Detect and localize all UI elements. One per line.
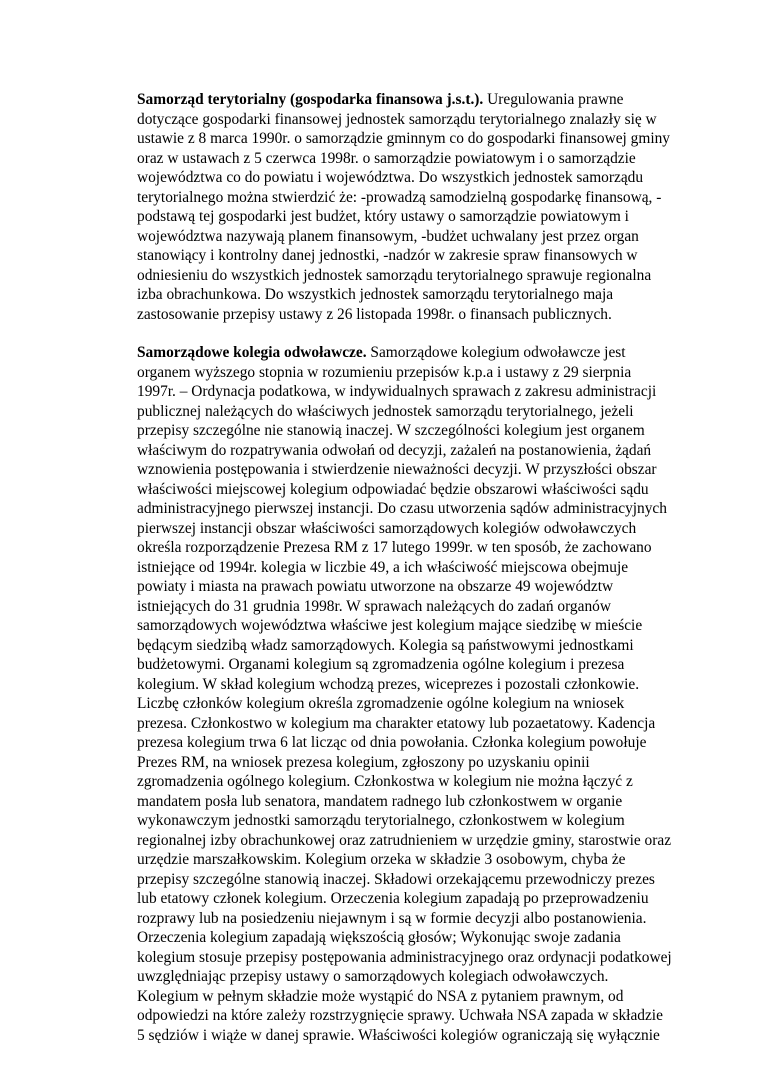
text-line: Kolegium w pełnym składzie może wystąpić do NSA z pytaniem prawnym, od — [137, 987, 624, 1005]
paragraph-samorzad-terytorialny — [137, 90, 670, 324]
text-line: prezesa kolegium trwa 6 lat licząc od dnia powołania. Członka kolegium powołuje — [137, 734, 647, 751]
text-line: zastosowanie przepisy ustawy z 26 listopada 1998r. o finansach publicznych. — [137, 305, 612, 323]
text-line: budżetowymi. Organami kolegium są zgromadzenia ogólne kolegium i prezesa — [137, 656, 625, 673]
text-line: 1997r. – Ordynacja podatkowa, w indywidualnych sprawach z zakresu administracji — [137, 383, 657, 400]
text-line: organem wyższego stopnia w rozumieniu przepisów k.p.a i ustawy z 29 sierpnia — [137, 363, 632, 381]
text-line: stanowiący i kontrolny danej jednostki, -nadzór w zakresie spraw finansowych w — [137, 247, 638, 264]
paragraph-kolegia-odwolawcze — [137, 343, 672, 1045]
text-line: lub etatowy członek kolegium. Orzeczenia kolegium zapadają po przeprowadzeniu — [137, 890, 649, 907]
text-line: kolegium. W skład kolegium wchodzą prezes, wiceprezes i pozostali członkowie. — [137, 675, 640, 693]
paragraph-heading: Samorząd terytorialny (gospodarka finansowa j.s.t.). — [137, 91, 484, 108]
text-line: Orzeczenia kolegium zapadają większością głosów; Wykonując swoje zadania — [137, 929, 621, 946]
text-line — [137, 343, 657, 363]
text-line: prezesa. Członkostwo w kolegium ma charakter etatowy lub pozaetatowy. Kadencja — [137, 714, 656, 732]
text-line: mandatem posła lub senatora, mandatem radnego lub członkostwem w organie — [137, 792, 623, 810]
text-line: dotyczące gospodarki finansowej jednostek samorządu terytorialnego znalazły się w — [137, 110, 657, 128]
text-line: przepisy szczególne nie stanowią inaczej. W szczególności kolegium jest organem — [137, 422, 645, 439]
text-run: Uregulowania prawne — [483, 91, 624, 108]
text-line: izba obrachunkowa. Do wszystkich jednostek samorządu terytorialnego maja — [137, 286, 614, 303]
paragraph-heading: Samorządowe kolegia odwoławcze. — [137, 344, 367, 361]
text-line: rozprawy lub na posiedzeniu niejawnym i są w formie decyzji albo postanowienia. — [137, 909, 647, 927]
text-line: oraz w ustawach z 5 czerwca 1998r. o samorządzie powiatowym i o samorządzie — [137, 149, 636, 167]
text-line: województwa nazywają planem finansowym, -budżet uchwalany jest przez organ — [137, 227, 639, 245]
text-line: publicznej należących do właściwych jednostek samorządu terytorialnego, jeżeli — [137, 402, 634, 420]
text-line: odniesieniu do wszystkich jednostek samorządu terytorialnego sprawuje regionalna — [137, 266, 652, 284]
text-line: pierwszej instancji obszar właściwości samorządowych kolegiów odwoławczych — [137, 519, 637, 537]
text-line: Liczbę członków kolegium określa zgromadzenie ogólne kolegium na wniosek — [137, 695, 625, 712]
text-line: terytorialnego można stwierdzić że: -prowadzą samodzielną gospodarkę finansową, - — [137, 188, 662, 206]
text-line: istniejących do 31 grudnia 1998r. W sprawach należących do zadań organów — [137, 597, 611, 615]
text-line: 5 sędziów i wiąże w danej sprawie. Właściwości kolegiów ograniczają się wyłącznie — [137, 1026, 660, 1044]
text-line: podstawą tej gospodarki jest budżet, który ustawy o samorządzie powiatowym i — [137, 208, 629, 225]
text-line: wznowienia postępowania i stwierdzenie nieważności decyzji. W przyszłości obszar — [137, 461, 657, 478]
text-line: administracyjnego pierwszej instancji. Do czasu utworzenia sądów administracyjnych — [137, 500, 667, 517]
text-line: określa rozporządzenie Prezesa RM z 17 lutego 1999r. w ten sposób, że zachowano — [137, 539, 652, 556]
text-line: regionalnej izby obrachunkowej oraz zatrudnieniem w urzędzie gminy, starostwie oraz — [137, 831, 672, 849]
text-line: wykonawczym jednostki samorządu terytorialnego, członkostwem w kolegium — [137, 812, 625, 829]
text-line: województwa co do powiatu i województwa. Do wszystkich jednostek samorządu — [137, 169, 644, 186]
text-line: samorządowych województwa właściwe jest kolegium mające siedzibę w mieście — [137, 617, 643, 634]
text-line: odpowiedzi na które zależy rozstrzygnięcie sprawy. Uchwała NSA zapada w składzie — [137, 1007, 663, 1024]
text-line — [137, 90, 657, 110]
document-page — [137, 90, 672, 1064]
text-line: ustawie z 8 marca 1990r. o samorządzie gminnym co do gospodarki finansowej gminy — [137, 130, 670, 147]
text-line: Prezes RM, na wniosek prezesa kolegium, zgłoszony po uzyskaniu opinii — [137, 753, 590, 771]
text-line: uwzględniając przepisy ustawy o samorządowych kolegiach odwoławczych. — [137, 968, 609, 985]
text-line: kolegium stosuje przepisy postępowania administracyjnego oraz ordynacji podatkowej — [137, 948, 672, 966]
text-line: powiaty i miasta na prawach powiatu utworzone na obszarze 49 województw — [137, 578, 614, 595]
text-line: właściwym do rozpatrywania odwołań od decyzji, zażaleń na postanowienia, żądań — [137, 441, 652, 459]
text-run: Samorządowe kolegium odwoławcze jest — [366, 344, 626, 361]
text-line: właściwości miejscowej kolegium odpowiadać będzie obszarowi właściwości sądu — [137, 480, 649, 498]
text-line: będącym siedzibą władz samorządowych. Kolegia są państwowymi jednostkami — [137, 636, 634, 654]
text-line: istniejące od 1994r. kolegia w liczbie 49, a ich właściwość miejscowa obejmuje — [137, 558, 629, 576]
text-line: przepisy szczególne stanowią inaczej. Składowi orzekającemu przewodniczy prezes — [137, 870, 655, 888]
text-line: zgromadzenia ogólnego kolegium. Członkostwa w kolegium nie można łączyć z — [137, 773, 633, 790]
text-line: urzędzie marszałkowskim. Kolegium orzeka w składzie 3 osobowym, chyba że — [137, 851, 626, 868]
